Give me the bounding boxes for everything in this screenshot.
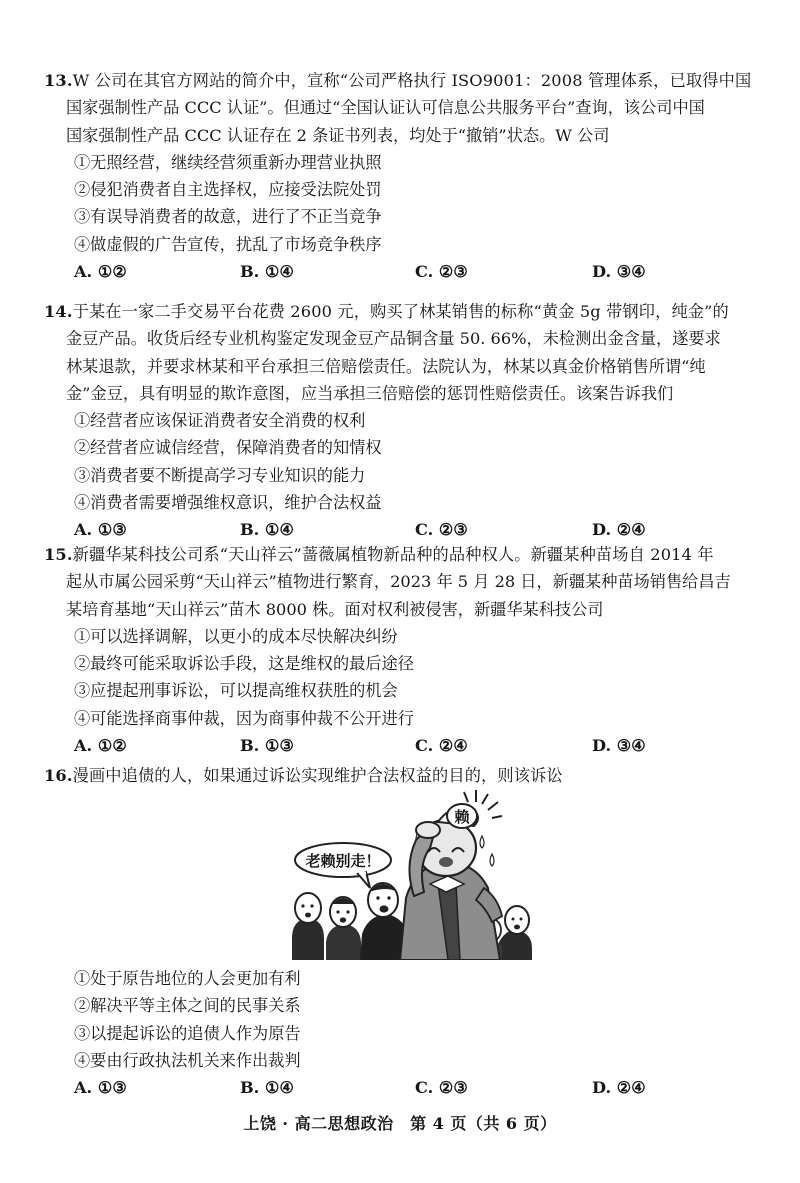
question-16 xyxy=(44,762,764,789)
choice-b[interactable]: B. ①④ xyxy=(240,262,294,282)
choice-c[interactable]: C. ②④ xyxy=(415,736,468,756)
question-stem-line: 林某退款，并要求林某和平台承担三倍赔偿责任。法院认为，林某以真金价格销售所谓“纯 xyxy=(66,356,706,376)
question-stem-line: 于某在一家二手交易平台花费 2600 元，购买了林某销售的标称“黄金 5g 带钢印，纯金”的 xyxy=(72,302,729,321)
question-stem-line: 起从市属公园采剪“天山祥云”植物进行繁育，2023 年 5 月 28 日，新疆某种苗场销售给昌吉 xyxy=(66,572,731,592)
question-stem-line: 国家强制性产品 CCC 认证存在 2 条证书列表，均处于“撤销”状态。W 公司 xyxy=(66,125,610,145)
statement-option: ②解决平等主体之间的民事关系 xyxy=(74,996,301,1016)
choice-a[interactable]: A. ①② xyxy=(74,736,127,756)
choice-a[interactable]: A. ①③ xyxy=(74,1078,127,1098)
statement-option: ③应提起刑事诉讼，可以提高维权获胜的机会 xyxy=(74,681,398,701)
question-stem-line: 国家强制性产品 CCC 认证”。但通过“全国认证认可信息公共服务平台”查询，该公司中国 xyxy=(66,98,705,118)
choice-c[interactable]: C. ②③ xyxy=(415,262,468,282)
statement-option: ②最终可能采取诉讼手段，这是维权的最后途径 xyxy=(74,654,414,674)
question-15 xyxy=(44,541,764,759)
choice-d[interactable]: D. ③④ xyxy=(592,262,646,282)
question-stem-line: W 公司在其官方网站的简介中，宣称“公司严格执行 ISO9001：2008 管理体系，已取得中国 xyxy=(72,71,752,90)
answer-choices xyxy=(44,516,764,543)
hat-label: 赖 xyxy=(454,808,470,826)
question-14 xyxy=(44,298,764,544)
statement-option: ④做虚假的广告宣传，扰乱了市场竞争秩序 xyxy=(74,234,382,254)
statement-option: ④可能选择商事仲裁，因为商事仲裁不公开进行 xyxy=(74,708,414,728)
choice-b[interactable]: B. ①④ xyxy=(240,520,294,540)
choice-d[interactable]: D. ②④ xyxy=(592,1078,646,1098)
question-number: 16. xyxy=(44,766,73,785)
choice-b[interactable]: B. ①④ xyxy=(240,1078,294,1098)
debtor-figure xyxy=(400,790,502,960)
question-stem-line: 某培育基地“天山祥云”苗木 8000 株。面对权利被侵害，新疆华某科技公司 xyxy=(66,599,604,619)
question-stem-line: 金豆产品。收货后经专业机构鉴定发现金豆产品铜含量 50. 66%，未检测出金含量，遂要求 xyxy=(66,329,721,349)
statement-option: ③以提起诉讼的追债人作为原告 xyxy=(74,1023,301,1043)
question-number: 13. xyxy=(44,71,73,90)
speech-bubble xyxy=(295,843,391,888)
statement-option: ③消费者要不断提高学习专业知识的能力 xyxy=(74,465,366,485)
choice-a[interactable]: A. ①③ xyxy=(74,520,127,540)
statement-option: ④消费者需要增强维权意识，维护合法权益 xyxy=(74,493,382,513)
speech-bubble-text: 老赖别走！ xyxy=(305,852,381,870)
question-13 xyxy=(44,67,764,285)
statement-option: ②侵犯消费者自主选择权，应接受法院处罚 xyxy=(74,180,382,200)
statement-option: ②经营者应诚信经营，保障消费者的知情权 xyxy=(74,438,382,458)
statement-option: ①无照经营，继续经营须重新办理营业执照 xyxy=(74,152,382,172)
statement-option: ④要由行政执法机关来作出裁判 xyxy=(74,1050,301,1070)
statement-option: ③有误导消费者的故意，进行了不正当竞争 xyxy=(74,207,382,227)
question-16-options xyxy=(44,965,764,1101)
statement-option: ①可以选择调解，以更小的成本尽快解决纠纷 xyxy=(74,626,398,646)
answer-choices xyxy=(44,258,764,285)
choice-d[interactable]: D. ③④ xyxy=(592,736,646,756)
choice-d[interactable]: D. ②④ xyxy=(592,520,646,540)
choice-c[interactable]: C. ②③ xyxy=(415,520,468,540)
statement-option: ①经营者应该保证消费者安全消费的权利 xyxy=(74,411,366,431)
choice-c[interactable]: C. ②③ xyxy=(415,1078,468,1098)
question-number: 15. xyxy=(44,545,73,564)
choice-a[interactable]: A. ①② xyxy=(74,262,127,282)
question-stem-line: 金”金豆，具有明显的欺诈意图，应当承担三倍赔偿的惩罚性赔偿责任。该案告诉我们 xyxy=(66,383,674,403)
answer-choices xyxy=(44,1074,764,1101)
page-footer: 上饶 · 高二思想政治 第 4 页（共 6 页） xyxy=(243,1114,557,1133)
question-number: 14. xyxy=(44,302,73,321)
statement-option: ①处于原告地位的人会更加有利 xyxy=(74,969,301,988)
question-stem-line: 漫画中追债的人，如果通过诉讼实现维护合法权益的目的，则该诉讼 xyxy=(72,766,563,785)
choice-b[interactable]: B. ①③ xyxy=(240,736,294,756)
debt-collector-cartoon xyxy=(288,788,533,960)
answer-choices xyxy=(44,732,764,759)
question-stem-line: 新疆华某科技公司系“天山祥云”蔷薇属植物新品种的品种权人。新疆某种苗场自 2014 年 xyxy=(72,545,714,564)
